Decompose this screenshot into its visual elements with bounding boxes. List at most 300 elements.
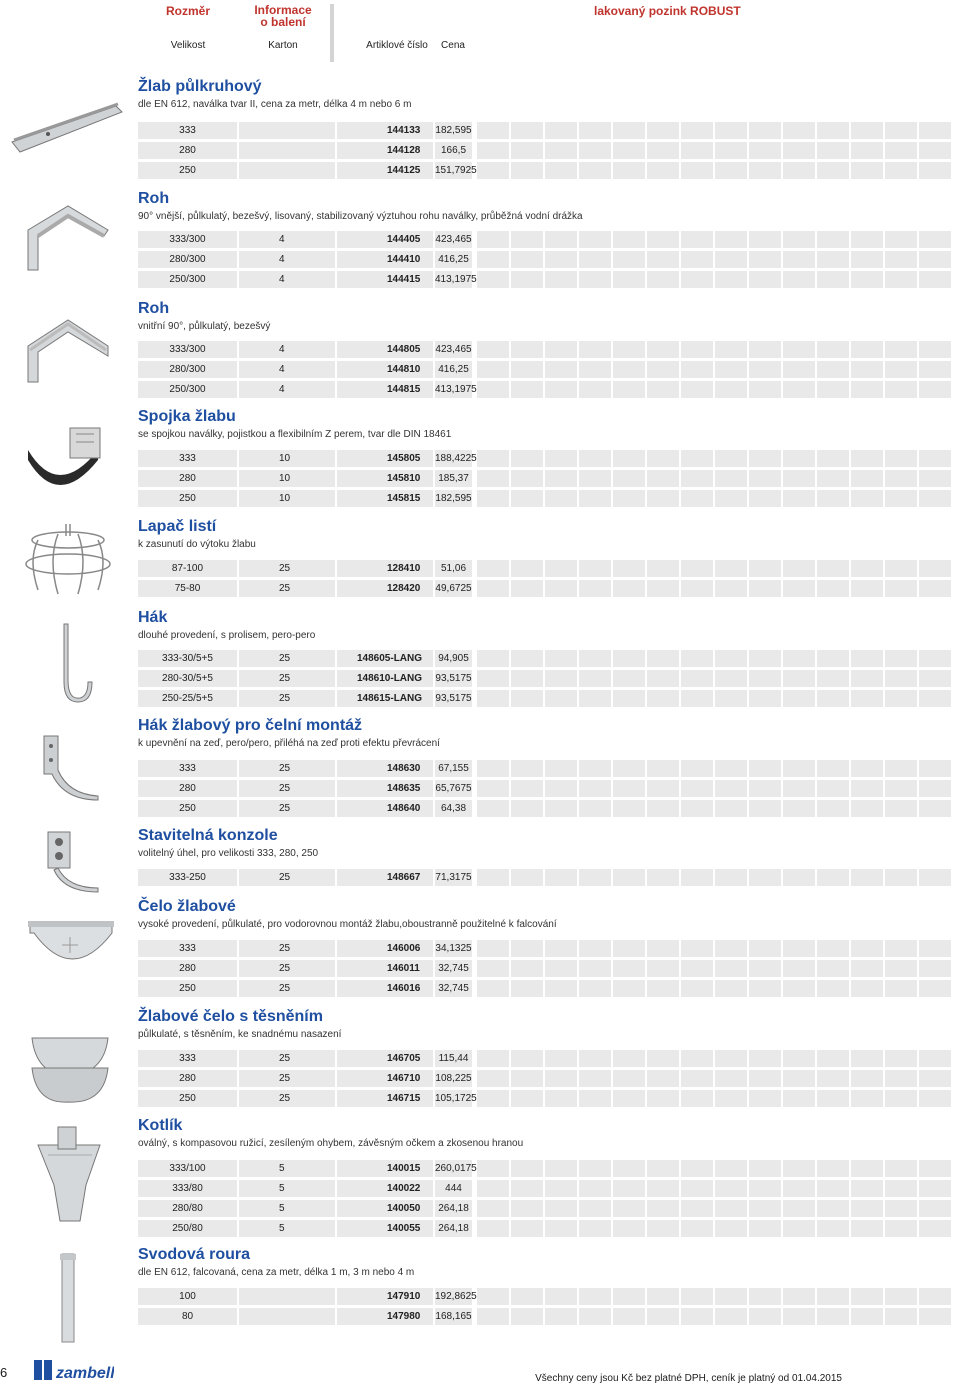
blank-cell (511, 1070, 543, 1087)
blank-cell (511, 800, 543, 817)
carton-cell (239, 122, 335, 139)
blank-cell (477, 869, 509, 886)
size-cell: 250 (138, 490, 237, 507)
article-cell: 145805 (337, 450, 433, 467)
blank-cell (647, 381, 679, 398)
blank-cell (715, 142, 747, 159)
table-row (138, 1220, 958, 1237)
header-article-sub: Artiklové číslo (366, 40, 428, 51)
blank-cell (681, 869, 713, 886)
blank-cell (511, 1200, 543, 1217)
section-description: volitelný úhel, pro velikosti 333, 280, 250 (138, 848, 319, 859)
blank-cell (647, 869, 679, 886)
blank-cell (817, 381, 849, 398)
blank-cell (681, 980, 713, 997)
page-footer (0, 1355, 960, 1390)
blank-cell (783, 142, 815, 159)
blank-cell (511, 780, 543, 797)
blank-cell (545, 940, 577, 957)
table-row (138, 251, 958, 268)
size-cell: 333/300 (138, 231, 237, 248)
table-row (138, 800, 958, 817)
carton-cell: 25 (239, 1070, 335, 1087)
blank-cell (715, 1200, 747, 1217)
blank-cell (681, 251, 713, 268)
blank-cell (851, 580, 883, 597)
table-row (138, 760, 958, 777)
price-cell: 34,1325 (435, 940, 472, 957)
blank-cell (715, 490, 747, 507)
size-cell: 87-100 (138, 560, 237, 577)
blank-cell (749, 869, 781, 886)
blank-cell (919, 869, 951, 886)
section-title: Stavitelná konzole (138, 827, 278, 844)
blank-cell (851, 1220, 883, 1237)
blank-cell (511, 1308, 543, 1325)
article-cell: 140050 (337, 1200, 433, 1217)
blank-cell (681, 650, 713, 667)
blank-cell (715, 869, 747, 886)
blank-cell (579, 760, 611, 777)
blank-cell (817, 1070, 849, 1087)
price-cell: 67,155 (435, 760, 472, 777)
blank-cell (613, 490, 645, 507)
blank-cell (511, 650, 543, 667)
blank-cell (817, 470, 849, 487)
blank-cell (817, 960, 849, 977)
price-cell: 192,8625 (435, 1288, 472, 1305)
blank-cell (885, 960, 917, 977)
carton-cell: 25 (239, 780, 335, 797)
blank-cell (749, 251, 781, 268)
blank-cell (783, 1288, 815, 1305)
blank-cell (783, 1070, 815, 1087)
blank-cell (681, 1220, 713, 1237)
blank-cell (511, 960, 543, 977)
blank-cell (783, 1180, 815, 1197)
article-cell: 146016 (337, 980, 433, 997)
price-cell: 93,5175 (435, 670, 472, 687)
blank-cell (647, 1160, 679, 1177)
blank-cell (749, 1200, 781, 1217)
header-carton-sub: Karton (268, 40, 298, 51)
blank-cell (579, 1200, 611, 1217)
blank-cell (817, 940, 849, 957)
blank-cell (885, 251, 917, 268)
blank-cell (885, 470, 917, 487)
blank-cell (681, 800, 713, 817)
outlet-icon (8, 1125, 126, 1225)
blank-cell (783, 381, 815, 398)
blank-cell (715, 670, 747, 687)
table-row (138, 560, 958, 577)
blank-cell (919, 361, 951, 378)
blank-cell (681, 381, 713, 398)
blank-cell (613, 251, 645, 268)
table-row (138, 1160, 958, 1177)
svg-text:zambelli: zambelli (56, 1365, 114, 1382)
blank-cell (681, 122, 713, 139)
blank-cell (647, 760, 679, 777)
blank-cell (851, 231, 883, 248)
carton-cell: 25 (239, 580, 335, 597)
blank-cell (715, 231, 747, 248)
blank-cell (681, 760, 713, 777)
blank-cell (579, 670, 611, 687)
blank-cell (647, 940, 679, 957)
blank-cell (885, 361, 917, 378)
blank-cell (613, 960, 645, 977)
blank-cell (647, 142, 679, 159)
carton-cell: 25 (239, 560, 335, 577)
blank-cell (477, 1070, 509, 1087)
price-cell: 182,595 (435, 490, 472, 507)
article-cell: 144133 (337, 122, 433, 139)
blank-cell (919, 1090, 951, 1107)
blank-cell (579, 940, 611, 957)
blank-cell (477, 142, 509, 159)
blank-cell (647, 251, 679, 268)
blank-cell (851, 361, 883, 378)
carton-cell: 10 (239, 490, 335, 507)
blank-cell (783, 231, 815, 248)
blank-cell (851, 122, 883, 139)
blank-cell (613, 1220, 645, 1237)
blank-cell (613, 760, 645, 777)
size-cell: 333/100 (138, 1160, 237, 1177)
blank-cell (817, 560, 849, 577)
blank-cell (919, 381, 951, 398)
blank-cell (919, 940, 951, 957)
blank-cell (477, 560, 509, 577)
blank-cell (545, 760, 577, 777)
carton-cell: 5 (239, 1200, 335, 1217)
table-header (0, 0, 960, 60)
size-cell: 333-30/5+5 (138, 650, 237, 667)
blank-cell (545, 1160, 577, 1177)
blank-cell (885, 1160, 917, 1177)
blank-cell (919, 780, 951, 797)
blank-cell (885, 760, 917, 777)
table-row (138, 142, 958, 159)
blank-cell (477, 470, 509, 487)
blank-cell (919, 1288, 951, 1305)
article-cell: 148635 (337, 780, 433, 797)
article-cell: 146006 (337, 940, 433, 957)
inner-corner-icon (8, 310, 126, 390)
blank-cell (783, 800, 815, 817)
blank-cell (919, 650, 951, 667)
article-cell: 146715 (337, 1090, 433, 1107)
blank-cell (477, 1288, 509, 1305)
blank-cell (511, 690, 543, 707)
blank-cell (919, 1308, 951, 1325)
price-cell: 64,38 (435, 800, 472, 817)
carton-cell: 25 (239, 869, 335, 886)
blank-cell (579, 122, 611, 139)
blank-cell (477, 1200, 509, 1217)
blank-cell (817, 780, 849, 797)
blank-cell (749, 142, 781, 159)
blank-cell (579, 1070, 611, 1087)
blank-cell (885, 670, 917, 687)
section-title: Roh (138, 190, 170, 207)
blank-cell (545, 470, 577, 487)
blank-cell (817, 760, 849, 777)
carton-cell: 25 (239, 960, 335, 977)
section-title: Kotlík (138, 1117, 183, 1134)
blank-cell (885, 1050, 917, 1067)
leaf-guard-icon (8, 520, 126, 600)
carton-cell: 25 (239, 650, 335, 667)
blank-cell (579, 650, 611, 667)
blank-cell (681, 1308, 713, 1325)
blank-cell (715, 800, 747, 817)
blank-cell (851, 490, 883, 507)
blank-cell (817, 450, 849, 467)
blank-cell (885, 450, 917, 467)
blank-cell (545, 780, 577, 797)
section-title: Spojka žlabu (138, 408, 236, 425)
blank-cell (511, 450, 543, 467)
blank-cell (511, 231, 543, 248)
carton-cell: 4 (239, 361, 335, 378)
blank-cell (681, 142, 713, 159)
blank-cell (715, 1220, 747, 1237)
blank-cell (715, 251, 747, 268)
size-cell: 250-25/5+5 (138, 690, 237, 707)
blank-cell (477, 490, 509, 507)
blank-cell (919, 142, 951, 159)
blank-cell (783, 650, 815, 667)
blank-cell (477, 381, 509, 398)
price-note: Všechny ceny jsou Kč bez platné DPH, ceník je platný od 01.04.2015 (535, 1373, 842, 1384)
blank-cell (817, 580, 849, 597)
blank-cell (851, 1308, 883, 1325)
blank-cell (885, 1288, 917, 1305)
section-description: dlouhé provedení, s prolisem, pero-pero (138, 630, 316, 641)
blank-cell (885, 341, 917, 358)
article-cell: 146011 (337, 960, 433, 977)
section-description: dle EN 612, falcovaná, cena za metr, délka 1 m, 3 m nebo 4 m (138, 1267, 415, 1278)
size-cell: 280 (138, 1070, 237, 1087)
blank-cell (647, 122, 679, 139)
blank-cell (715, 940, 747, 957)
blank-cell (919, 800, 951, 817)
carton-cell: 5 (239, 1220, 335, 1237)
section-description: k upevnění na zeď, pero/pero, přiléhá na zeď proti efektu převrácení (138, 738, 440, 749)
blank-cell (545, 800, 577, 817)
blank-cell (613, 780, 645, 797)
gutter-connector-icon (8, 420, 126, 510)
blank-cell (715, 1050, 747, 1067)
blank-cell (613, 940, 645, 957)
blank-cell (919, 670, 951, 687)
section-title: Roh (138, 300, 170, 317)
downpipe-icon (8, 1250, 126, 1345)
blank-cell (511, 940, 543, 957)
table-row (138, 1070, 958, 1087)
blank-cell (477, 1050, 509, 1067)
blank-cell (647, 1220, 679, 1237)
blank-cell (783, 122, 815, 139)
carton-cell: 4 (239, 271, 335, 288)
article-cell: 145815 (337, 490, 433, 507)
section-title: Žlab půlkruhový (138, 78, 262, 95)
size-cell: 280/80 (138, 1200, 237, 1217)
blank-cell (681, 690, 713, 707)
blank-cell (885, 162, 917, 179)
article-cell: 147980 (337, 1308, 433, 1325)
blank-cell (715, 780, 747, 797)
article-cell: 144815 (337, 381, 433, 398)
size-cell: 250 (138, 800, 237, 817)
blank-cell (511, 341, 543, 358)
price-cell: 260,0175 (435, 1160, 472, 1177)
blank-cell (715, 560, 747, 577)
blank-cell (613, 1288, 645, 1305)
size-cell: 280 (138, 470, 237, 487)
blank-cell (715, 381, 747, 398)
blank-cell (613, 162, 645, 179)
header-price-sub: Cena (441, 40, 465, 51)
price-cell: 188,4225 (435, 450, 472, 467)
section-description: vysoké provedení, půlkulaté, pro vodorovnou montáž žlabu,oboustranně použitelné k falcování (138, 919, 557, 930)
blank-cell (477, 1090, 509, 1107)
blank-cell (647, 670, 679, 687)
blank-cell (511, 1180, 543, 1197)
page-number: 6 (0, 1365, 8, 1380)
blank-cell (579, 1050, 611, 1067)
blank-cell (749, 1070, 781, 1087)
blank-cell (647, 341, 679, 358)
blank-cell (817, 122, 849, 139)
blank-cell (613, 1090, 645, 1107)
blank-cell (647, 1200, 679, 1217)
section-title: Hák (138, 609, 168, 626)
blank-cell (749, 490, 781, 507)
blank-cell (851, 800, 883, 817)
price-cell: 105,1725 (435, 1090, 472, 1107)
table-row (138, 690, 958, 707)
blank-cell (783, 361, 815, 378)
blank-cell (749, 1160, 781, 1177)
blank-cell (647, 1090, 679, 1107)
blank-cell (545, 980, 577, 997)
blank-cell (749, 381, 781, 398)
blank-cell (613, 1308, 645, 1325)
carton-cell: 25 (239, 800, 335, 817)
blank-cell (613, 650, 645, 667)
blank-cell (613, 381, 645, 398)
blank-cell (545, 1308, 577, 1325)
blank-cell (647, 690, 679, 707)
blank-cell (715, 760, 747, 777)
blank-cell (851, 780, 883, 797)
blank-cell (851, 980, 883, 997)
blank-cell (749, 780, 781, 797)
table-row (138, 869, 958, 886)
blank-cell (749, 341, 781, 358)
blank-cell (579, 450, 611, 467)
blank-cell (647, 1180, 679, 1197)
blank-cell (715, 361, 747, 378)
size-cell: 250/80 (138, 1220, 237, 1237)
blank-cell (783, 251, 815, 268)
blank-cell (511, 560, 543, 577)
blank-cell (477, 940, 509, 957)
blank-cell (477, 271, 509, 288)
blank-cell (851, 162, 883, 179)
carton-cell: 25 (239, 670, 335, 687)
section-description: se spojkou naválky, pojistkou a flexibilním Z perem, tvar dle DIN 18461 (138, 429, 452, 440)
blank-cell (817, 869, 849, 886)
blank-cell (477, 122, 509, 139)
table-row (138, 490, 958, 507)
blank-cell (885, 1200, 917, 1217)
blank-cell (715, 1160, 747, 1177)
blank-cell (885, 690, 917, 707)
blank-cell (817, 1090, 849, 1107)
size-cell: 333 (138, 940, 237, 957)
blank-cell (681, 960, 713, 977)
article-cell: 144405 (337, 231, 433, 248)
section-description: 90° vnější, půlkulatý, bezešvý, lisovaný, stabilizovaný výztuhou rohu naválky, průběžná vodní drážka (138, 211, 583, 222)
blank-cell (919, 450, 951, 467)
size-cell: 333 (138, 450, 237, 467)
blank-cell (919, 251, 951, 268)
price-cell: 423,465 (435, 231, 472, 248)
blank-cell (749, 122, 781, 139)
size-cell: 333/80 (138, 1180, 237, 1197)
article-cell: 148615-LANG (337, 690, 433, 707)
blank-cell (647, 580, 679, 597)
blank-cell (613, 271, 645, 288)
blank-cell (477, 1220, 509, 1237)
blank-cell (749, 361, 781, 378)
blank-cell (545, 450, 577, 467)
table-row (138, 341, 958, 358)
blank-cell (851, 470, 883, 487)
blank-cell (613, 142, 645, 159)
blank-cell (613, 1160, 645, 1177)
article-cell: 146710 (337, 1070, 433, 1087)
blank-cell (783, 580, 815, 597)
blank-cell (545, 650, 577, 667)
blank-cell (613, 580, 645, 597)
blank-cell (545, 960, 577, 977)
blank-cell (511, 1288, 543, 1305)
blank-cell (885, 1090, 917, 1107)
article-cell: 144810 (337, 361, 433, 378)
blank-cell (919, 1160, 951, 1177)
blank-cell (545, 341, 577, 358)
blank-cell (783, 560, 815, 577)
blank-cell (477, 1180, 509, 1197)
header-size-sub: Velikost (170, 40, 206, 51)
size-cell: 280 (138, 780, 237, 797)
blank-cell (613, 980, 645, 997)
carton-cell: 25 (239, 940, 335, 957)
blank-cell (817, 1308, 849, 1325)
carton-cell: 5 (239, 1160, 335, 1177)
size-cell: 280 (138, 142, 237, 159)
blank-cell (919, 162, 951, 179)
blank-cell (579, 1180, 611, 1197)
blank-cell (477, 800, 509, 817)
blank-cell (817, 1180, 849, 1197)
blank-cell (477, 1308, 509, 1325)
